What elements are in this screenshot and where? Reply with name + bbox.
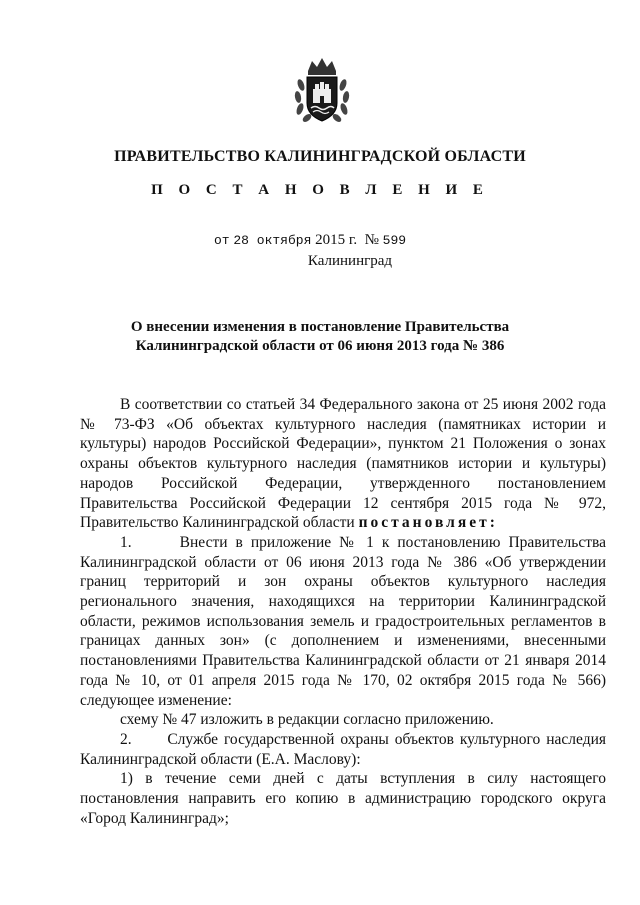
preamble-text: В соответствии со статьей 34 Федерального закона от 25 июня 2002 года № 73-ФЗ «Об объектах культурного наследия (памятниках истории и культуры) народов Российской Федерации», пунктом 21 Положения о зонах охраны объектов культурного наследия (памятников истории и культуры) народов Российской Федерации, утвержденного постановлением Правительства Российской Федерации 12 сентября 2015 года № 972, Правительство Калининградской области bbox=[80, 396, 606, 532]
date-year: 2015 г. bbox=[315, 232, 358, 248]
item-1-change: схему № 47 изложить в редакции согласно приложению. bbox=[120, 711, 494, 729]
item-2-number: 2. bbox=[120, 730, 132, 748]
coat-of-arms-emblem bbox=[292, 55, 352, 125]
government-name: ПРАВИТЕЛЬСТВО КАЛИНИНГРАДСКОЙ ОБЛАСТИ bbox=[114, 148, 526, 165]
decree-date-line bbox=[214, 232, 406, 249]
preamble-paragraph bbox=[80, 395, 606, 533]
item-1-text: Внести в приложение № 1 к постановлению Правительства Калининградской области от 06 июня 2013 года № 386 «Об утверждении границ территорий и зон охраны объектов культурного наследия регионального значения, находящихся на территории Калининградской области, режимов использования земель и градостроительных регламентов в границах данных зон» (с дополнением и изменениями, внесенными постановлениями Правительства Калининградской области от 21 января 2014 года № 10, от 01 апреля 2015 года № 170, 02 октября 2015 года № 566) следующее изменение: bbox=[80, 533, 607, 709]
subject-line-2: Калининградской области от 06 июня 2013 года № 386 bbox=[135, 338, 505, 354]
decree-subject bbox=[0, 318, 640, 356]
date-day-month: 28 октября bbox=[233, 233, 312, 248]
subject-line-1: О внесении изменения в постановление Правительства bbox=[130, 319, 510, 335]
decree-number: 599 bbox=[382, 233, 407, 248]
item-2-paragraph bbox=[80, 730, 606, 769]
decree-body bbox=[80, 395, 606, 828]
decree-title: П О С Т А Н О В Л Е Н И Е bbox=[151, 182, 489, 198]
item-1-number: 1. bbox=[120, 533, 132, 551]
number-sign: № bbox=[364, 232, 379, 248]
item-2-text: Службе государственной охраны объектов культурного наследия Калининградской области (Е.А. Маслову): bbox=[80, 730, 606, 768]
city-name: Калининград bbox=[307, 253, 393, 269]
item-2-subitem-1: 1) в течение семи дней с даты вступления в силу настоящего постановления направить его копию в администрацию городского округа «Город Калининград»; bbox=[80, 770, 606, 827]
item-1-paragraph bbox=[80, 533, 606, 710]
resolves-word: постановляет: bbox=[358, 514, 498, 532]
date-prefix: от bbox=[214, 233, 230, 248]
